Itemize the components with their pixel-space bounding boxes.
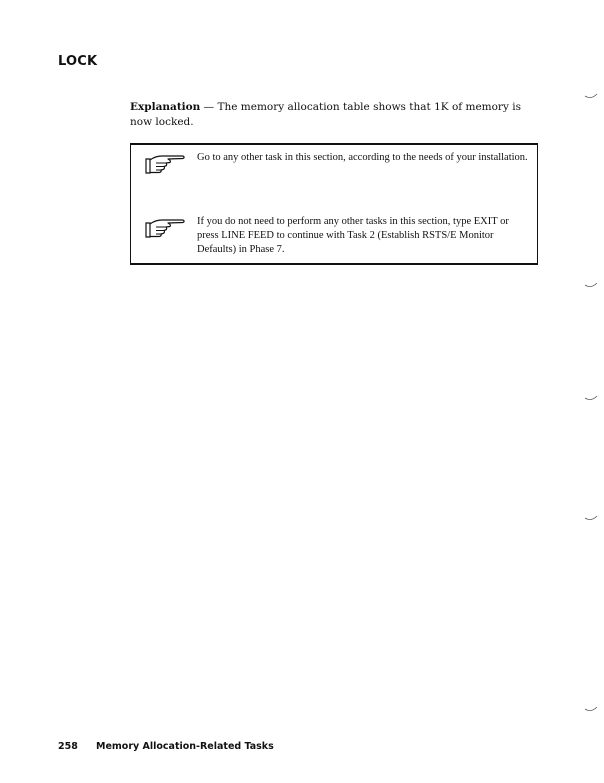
margin-mark (584, 706, 598, 712)
margin-mark (584, 93, 598, 99)
margin-mark (584, 515, 598, 521)
explanation-lead: Explanation (130, 101, 201, 113)
explanation-text: — The memory allocation table shows that 1K of memory is now locked. (130, 101, 521, 128)
margin-mark (584, 282, 598, 288)
page-title: LOCK (58, 54, 98, 69)
pointing-hand-icon (144, 153, 186, 175)
page-number: 258 (58, 741, 78, 752)
margin-mark (584, 395, 598, 401)
pointing-hand-icon (144, 217, 186, 239)
page-footer (58, 741, 274, 752)
note-text: Go to any other task in this section, according to the needs of your installation. (197, 152, 528, 163)
note-text: If you do not need to perform any other tasks in this section, type EXIT or press LINE FEED to continue with Task 2 (Establish RSTS/E Monitor Defaults) in Phase 7. (197, 216, 509, 255)
note-box (130, 143, 538, 265)
explanation-paragraph (130, 100, 530, 130)
footer-section-title: Memory Allocation-Related Tasks (96, 741, 274, 752)
